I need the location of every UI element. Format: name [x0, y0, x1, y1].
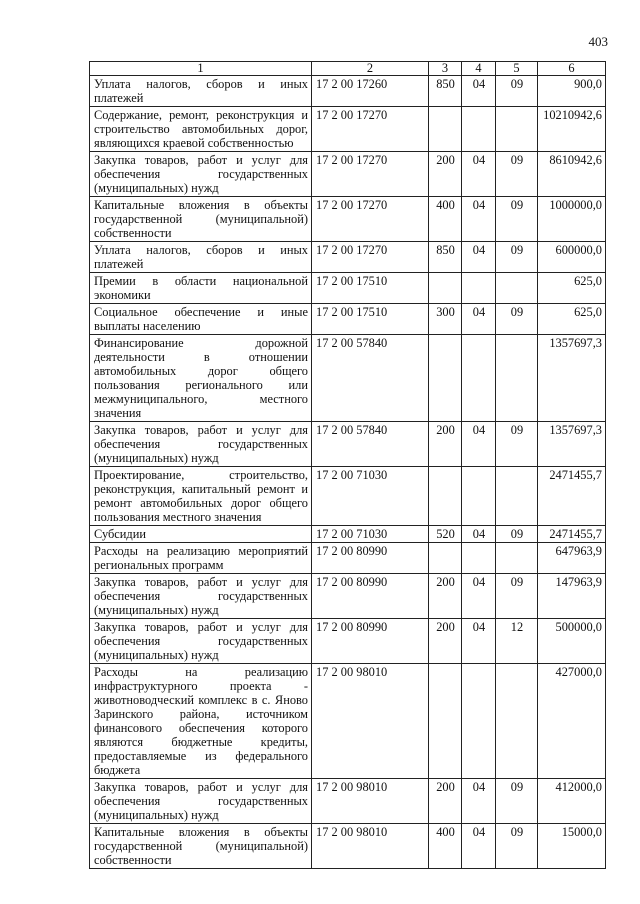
cell-amount: 625,0: [538, 273, 606, 304]
cell-name: Закупка товаров, работ и услуг для обеспечения государственных (муниципальных) нужд: [90, 619, 312, 664]
cell-code: 17 2 00 17270: [312, 107, 429, 152]
cell-amount: 1357697,3: [538, 422, 606, 467]
cell-code: 17 2 00 57840: [312, 335, 429, 422]
cell-col5: 09: [496, 304, 538, 335]
cell-col4: [462, 335, 496, 422]
cell-col5: 09: [496, 197, 538, 242]
cell-col3: 300: [429, 304, 462, 335]
cell-amount: 147963,9: [538, 574, 606, 619]
cell-col3: 200: [429, 574, 462, 619]
cell-col3: 400: [429, 824, 462, 869]
cell-col4: 04: [462, 152, 496, 197]
table-row: [90, 574, 606, 619]
header-row: [90, 62, 606, 76]
cell-col3: 520: [429, 526, 462, 543]
budget-table: [89, 61, 606, 869]
cell-col5: [496, 467, 538, 526]
cell-name: Финансирование дорожной деятельности в отношении автомобильных дорог общего пользования регионального или межмуниципального, местного значения: [90, 335, 312, 422]
header-col-6: 6: [538, 62, 606, 76]
cell-col3: 200: [429, 152, 462, 197]
cell-name: Расходы на реализацию инфраструктурного проекта - животноводческий комплекс в с. Яново Заринского района, источником финансового обеспечения которого являются бюджетные кредиты, предоставляемые из федерального бюджета: [90, 664, 312, 779]
cell-amount: 15000,0: [538, 824, 606, 869]
cell-col4: [462, 107, 496, 152]
cell-name: Расходы на реализацию мероприятий региональных программ: [90, 543, 312, 574]
cell-amount: 2471455,7: [538, 526, 606, 543]
cell-amount: 10210942,6: [538, 107, 606, 152]
cell-col5: 12: [496, 619, 538, 664]
cell-col5: [496, 664, 538, 779]
cell-code: 17 2 00 17270: [312, 152, 429, 197]
cell-code: 17 2 00 80990: [312, 574, 429, 619]
cell-col5: [496, 335, 538, 422]
cell-amount: 427000,0: [538, 664, 606, 779]
cell-col5: 09: [496, 242, 538, 273]
cell-col5: [496, 107, 538, 152]
cell-col4: [462, 467, 496, 526]
table-row: [90, 526, 606, 543]
cell-col4: 04: [462, 779, 496, 824]
cell-col5: 09: [496, 779, 538, 824]
table-row: [90, 664, 606, 779]
cell-code: 17 2 00 71030: [312, 467, 429, 526]
cell-code: 17 2 00 17510: [312, 273, 429, 304]
cell-col3: 200: [429, 779, 462, 824]
table-row: [90, 467, 606, 526]
cell-col5: 09: [496, 422, 538, 467]
cell-amount: 900,0: [538, 76, 606, 107]
table-header: [90, 62, 606, 76]
cell-name: Закупка товаров, работ и услуг для обеспечения государственных (муниципальных) нужд: [90, 152, 312, 197]
cell-amount: 2471455,7: [538, 467, 606, 526]
header-col-2: 2: [312, 62, 429, 76]
header-col-5: 5: [496, 62, 538, 76]
cell-amount: 412000,0: [538, 779, 606, 824]
table-row: [90, 779, 606, 824]
cell-name: Капитальные вложения в объекты государственной (муниципальной) собственности: [90, 197, 312, 242]
cell-col3: [429, 543, 462, 574]
cell-col5: 09: [496, 574, 538, 619]
cell-col3: [429, 664, 462, 779]
cell-col3: [429, 273, 462, 304]
table-row: [90, 273, 606, 304]
header-col-4: 4: [462, 62, 496, 76]
cell-col3: [429, 107, 462, 152]
cell-amount: 625,0: [538, 304, 606, 335]
cell-col3: 200: [429, 619, 462, 664]
cell-code: 17 2 00 17510: [312, 304, 429, 335]
cell-amount: 8610942,6: [538, 152, 606, 197]
cell-amount: 600000,0: [538, 242, 606, 273]
table-row: [90, 422, 606, 467]
cell-code: 17 2 00 57840: [312, 422, 429, 467]
cell-col3: 850: [429, 242, 462, 273]
cell-col4: [462, 543, 496, 574]
cell-col4: 04: [462, 574, 496, 619]
cell-code: 17 2 00 17260: [312, 76, 429, 107]
table-row: [90, 619, 606, 664]
cell-name: Премии в области национальной экономики: [90, 273, 312, 304]
cell-code: 17 2 00 17270: [312, 242, 429, 273]
table-row: [90, 824, 606, 869]
cell-col3: 400: [429, 197, 462, 242]
cell-name: Закупка товаров, работ и услуг для обеспечения государственных (муниципальных) нужд: [90, 422, 312, 467]
cell-name: Закупка товаров, работ и услуг для обеспечения государственных (муниципальных) нужд: [90, 574, 312, 619]
cell-code: 17 2 00 80990: [312, 543, 429, 574]
cell-col3: 850: [429, 76, 462, 107]
cell-amount: 1357697,3: [538, 335, 606, 422]
table-row: [90, 76, 606, 107]
page-number: 403: [588, 34, 608, 49]
header-col-1: 1: [90, 62, 312, 76]
cell-col4: 04: [462, 197, 496, 242]
cell-code: 17 2 00 71030: [312, 526, 429, 543]
header-col-3: 3: [429, 62, 462, 76]
cell-col4: [462, 273, 496, 304]
table-row: [90, 197, 606, 242]
cell-name: Уплата налогов, сборов и иных платежей: [90, 242, 312, 273]
cell-col4: 04: [462, 422, 496, 467]
cell-col3: [429, 335, 462, 422]
cell-col4: 04: [462, 76, 496, 107]
cell-name: Проектирование, строительство, реконструкция, капитальный ремонт и ремонт автомобильных дорог общего пользования местного значения: [90, 467, 312, 526]
table-row: [90, 152, 606, 197]
cell-col4: 04: [462, 619, 496, 664]
table-row: [90, 304, 606, 335]
cell-col5: [496, 273, 538, 304]
cell-code: 17 2 00 17270: [312, 197, 429, 242]
cell-amount: 1000000,0: [538, 197, 606, 242]
cell-code: 17 2 00 98010: [312, 779, 429, 824]
cell-col5: 09: [496, 526, 538, 543]
table-row: [90, 107, 606, 152]
cell-col3: [429, 467, 462, 526]
cell-code: 17 2 00 98010: [312, 824, 429, 869]
cell-col5: [496, 543, 538, 574]
cell-col4: 04: [462, 242, 496, 273]
cell-name: Закупка товаров, работ и услуг для обеспечения государственных (муниципальных) нужд: [90, 779, 312, 824]
cell-name: Содержание, ремонт, реконструкция и строительство автомобильных дорог, являющихся краевой собственностью: [90, 107, 312, 152]
table-row: [90, 242, 606, 273]
cell-name: Субсидии: [90, 526, 312, 543]
cell-col5: 09: [496, 824, 538, 869]
cell-col4: [462, 664, 496, 779]
cell-col4: 04: [462, 824, 496, 869]
cell-name: Уплата налогов, сборов и иных платежей: [90, 76, 312, 107]
cell-col4: 04: [462, 304, 496, 335]
cell-amount: 647963,9: [538, 543, 606, 574]
table-row: [90, 543, 606, 574]
cell-name: Социальное обеспечение и иные выплаты населению: [90, 304, 312, 335]
table-body: [90, 76, 606, 869]
cell-col5: 09: [496, 76, 538, 107]
cell-amount: 500000,0: [538, 619, 606, 664]
cell-code: 17 2 00 80990: [312, 619, 429, 664]
cell-col5: 09: [496, 152, 538, 197]
cell-name: Капитальные вложения в объекты государственной (муниципальной) собственности: [90, 824, 312, 869]
cell-col4: 04: [462, 526, 496, 543]
cell-col3: 200: [429, 422, 462, 467]
cell-code: 17 2 00 98010: [312, 664, 429, 779]
table-row: [90, 335, 606, 422]
